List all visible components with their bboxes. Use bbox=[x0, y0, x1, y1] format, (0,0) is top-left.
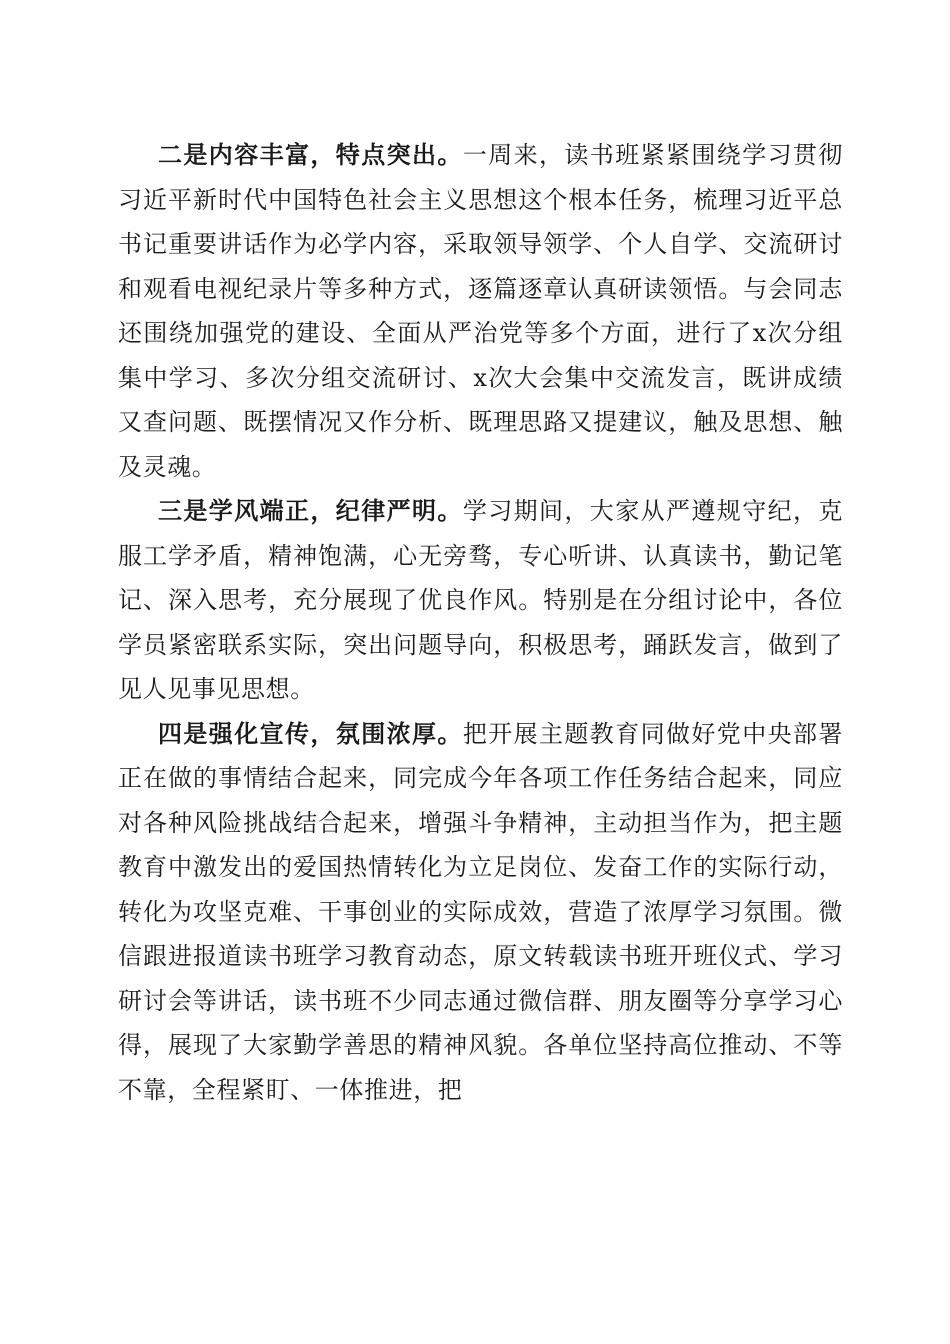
paragraph-body: 把开展主题教育同做好党中央部署正在做的事情结合起来，同完成今年各项工作任务结合起来，同应对各种风险挑战结合起来，增强斗争精神，主动担当作为，把主题教育中激发出的爱国热情转化为立足岗位、发奋工作的实际行动，转化为攻坚克难、干事创业的实际成效，营造了浓厚学习氛围。微信跟进报道读书班学习教育动态，原文转载读书班开班仪式、学习研讨会等讲话，读书班不少同志通过微信群、朋友圈等分享学习心得，展现了大家勤学善思的精神风貌。各单位坚持高位推动、不等不靠，全程紧盯、一体推进，把 bbox=[118, 719, 844, 1104]
paragraph-study-style bbox=[118, 489, 843, 712]
paragraph-body: 一周来，读书班紧紧围绕学习贯彻习近平新时代中国特色社会主义思想这个根本任务，梳理习近平总书记重要讲话作为必学内容，采取领导领学、个人自学、交流研讨和观看电视纪录片等多种方式，逐篇逐章认真研读领悟。与会同志还围绕加强党的建设、全面从严治党等多个方面，进行了x次分组集中学习、多次分组交流研讨、x次大会集中交流发言，既讲成绩又查问题、既摆情况又作分析、既理思路又提建议，触及思想、触及灵魂。 bbox=[118, 141, 844, 481]
paragraph-heading: 二是内容丰富，特点突出。 bbox=[158, 140, 463, 169]
paragraph-heading: 三是学风端正，纪律严明。 bbox=[158, 496, 463, 525]
paragraph-content-rich bbox=[118, 133, 843, 489]
paragraph-heading: 四是强化宣传，氛围浓厚。 bbox=[158, 718, 463, 748]
paragraph-publicity bbox=[118, 712, 843, 1113]
paragraph-body: 学习期间，大家从严遵规守纪，克服工学矛盾，精神饱满，心无旁骛，专心听讲、认真读书，勤记笔记、深入思考，充分展现了优良作风。特别是在分组讨论中，各位学员紧密联系实际，突出问题导向，积极思考，踊跃发言，做到了见人见事见思想。 bbox=[118, 497, 844, 703]
document-page bbox=[118, 133, 843, 1112]
